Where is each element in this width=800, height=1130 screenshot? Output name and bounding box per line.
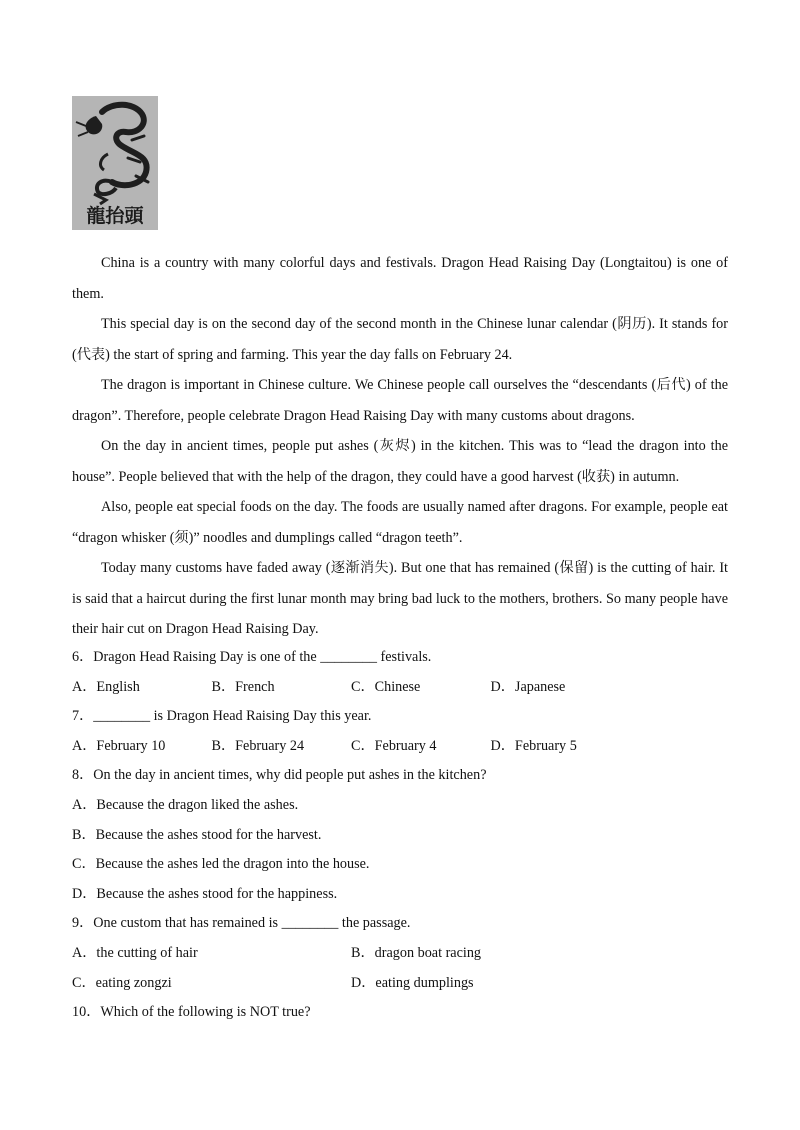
question-6-stem: 6．Dragon Head Raising Day is one of the ________ festivals. bbox=[72, 649, 432, 665]
question-9-stem: 9．One custom that has remained is ________ the passage. bbox=[72, 915, 411, 932]
question-9-options-row-1 bbox=[72, 939, 728, 969]
passage-paragraph: Also, people eat special foods on the day. The foods are usually named after dragons. For example, people eat “dragon whisker (须)” noodles and dumplings called “dragon teeth”. bbox=[72, 499, 728, 546]
option-d[interactable]: D．Because the ashes stood for the happiness. bbox=[72, 885, 338, 902]
question-6-options bbox=[72, 673, 728, 703]
option-a[interactable]: A．Because the dragon liked the ashes. bbox=[72, 796, 299, 813]
passage-paragraph: The dragon is important in Chinese culture. We Chinese people call ourselves the “descendants (后代) of the dragon”. Therefore, people celebrate Dragon Head Raising Day with many customs about dragons. bbox=[72, 377, 728, 424]
option-d[interactable]: D．eating dumplings bbox=[351, 974, 474, 991]
question-8-stem: 8．On the day in ancient times, why did people put ashes in the kitchen? bbox=[72, 767, 487, 784]
question-7-stem: 7．________ is Dragon Head Raising Day this year. bbox=[72, 708, 372, 725]
option-c[interactable]: C．Because the ashes led the dragon into the house. bbox=[72, 856, 370, 873]
option-c[interactable]: C．eating zongzi bbox=[72, 974, 172, 991]
passage-paragraph: Today many customs have faded away (逐渐消失). But one that has remained (保留) is the cutting of hair. It is said that a haircut during the first lunar month may bring bad luck to the mothers, brothers. So many people have their hair cut on Dragon Head Raising Day. bbox=[72, 560, 728, 637]
passage-paragraph: This special day is on the second day of the second month in the Chinese lunar calendar (阴历). It stands for (代表) the start of spring and farming. This year the day falls on February 24. bbox=[72, 316, 728, 363]
option-b[interactable]: B．Because the ashes stood for the harvest. bbox=[72, 826, 322, 843]
dragon-logo-image bbox=[72, 96, 158, 230]
question-10-stem: 10．Which of the following is NOT true? bbox=[72, 1004, 311, 1021]
question-7-options bbox=[72, 732, 728, 762]
question-9-options-row-2 bbox=[72, 969, 728, 999]
option-a[interactable]: A．February 10 bbox=[72, 737, 166, 754]
option-d[interactable]: D．Japanese bbox=[490, 678, 566, 695]
option-b[interactable]: B．French bbox=[211, 678, 275, 695]
option-c[interactable]: C．February 4 bbox=[351, 737, 437, 754]
reading-passage bbox=[72, 248, 728, 645]
option-b[interactable]: B．dragon boat racing bbox=[351, 944, 482, 961]
option-a[interactable]: A．the cutting of hair bbox=[72, 944, 198, 961]
passage-paragraph: China is a country with many colorful days and festivals. Dragon Head Raising Day (Longtaitou) is one of them. bbox=[72, 255, 728, 302]
question-list bbox=[72, 643, 728, 1028]
option-d[interactable]: D．February 5 bbox=[490, 737, 577, 754]
option-b[interactable]: B．February 24 bbox=[211, 737, 305, 754]
option-c[interactable]: C．Chinese bbox=[351, 678, 421, 695]
logo-caption: 龍抬頭 bbox=[86, 205, 144, 227]
option-a[interactable]: A．English bbox=[72, 678, 140, 695]
passage-paragraph: On the day in ancient times, people put ashes (灰烬) in the kitchen. This was to “lead the dragon into the house”. People believed that with the help of the dragon, they could have a good harvest (收获) in autumn. bbox=[72, 438, 728, 485]
